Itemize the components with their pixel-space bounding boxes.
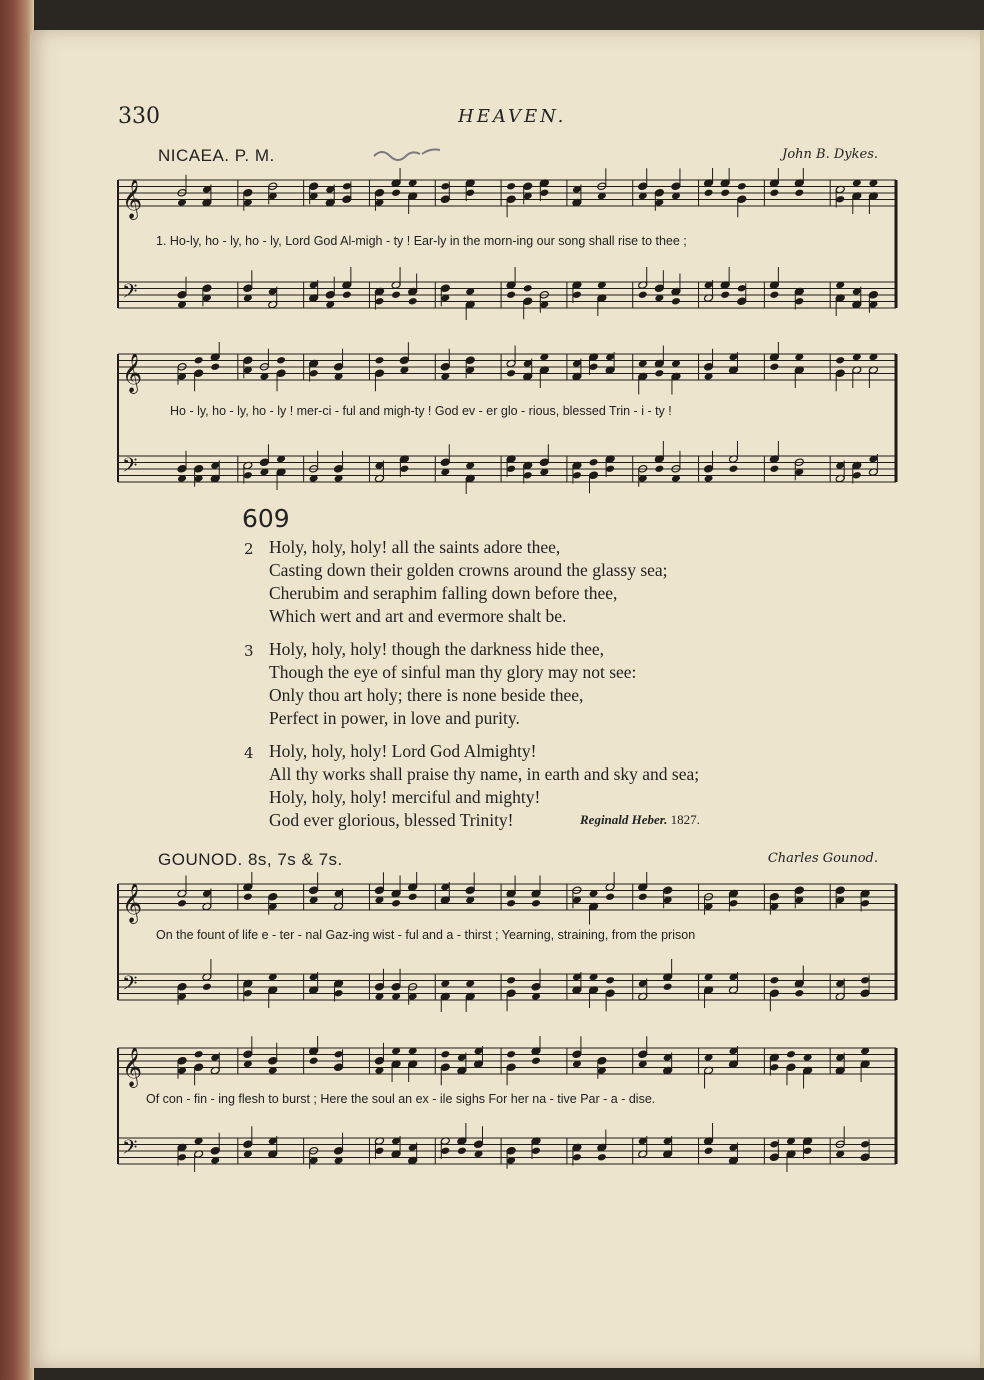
tune-heading-gounod	[118, 850, 878, 874]
lyrics-line: Of con - fin - ing flesh to burst ; Here the soul an ex - ile sighs For her na - tive Par - a - dise.	[146, 1092, 656, 1106]
grand-staff-3	[112, 872, 904, 1012]
year: 1827.	[670, 812, 700, 827]
verse	[244, 638, 844, 730]
lyrics-line: On the fount of life e - ter - nal Gaz-ing wist - ful and a - thirst ; Yearning, straining, from the prison	[156, 928, 696, 942]
svg-text:𝄞: 𝄞	[122, 179, 143, 219]
svg-text:𝄞: 𝄞	[122, 353, 143, 393]
book-binding	[0, 0, 34, 1380]
verse-line: Though the eye of sinful man thy glory may not see:	[269, 662, 637, 682]
music-system-2	[112, 342, 904, 494]
verse-line: Cherubim and seraphim falling down before thee,	[269, 583, 618, 603]
svg-text:𝄢: 𝄢	[122, 971, 138, 1000]
music-system-1	[112, 168, 904, 320]
music-system-3	[112, 872, 904, 1012]
verse-line: All thy works shall praise thy name, in earth and sky and sea;	[269, 764, 700, 784]
page-header	[118, 104, 878, 134]
verse	[244, 740, 844, 832]
verse-line: Only thou art holy; there is none beside thee,	[269, 685, 584, 705]
verse-line: God ever glorious, blessed Trinity!	[269, 810, 514, 830]
tune-composer: John B. Dykes.	[782, 147, 878, 162]
tune-name: NICAEA. P. M.	[158, 146, 275, 165]
svg-text:𝄞: 𝄞	[122, 883, 143, 923]
verse	[244, 536, 844, 628]
running-head: HEAVEN.	[458, 106, 567, 127]
grand-staff-2	[112, 342, 904, 494]
verse-line: Holy, holy, holy! merciful and mighty!	[269, 787, 541, 807]
verse-line: Perfect in power, in love and purity.	[269, 708, 520, 728]
svg-text:𝄢: 𝄢	[122, 453, 138, 482]
verse-line: Casting down their golden crowns around the glassy sea;	[269, 560, 668, 580]
verses	[244, 536, 844, 842]
verse-number: 2	[244, 540, 254, 558]
author: Reginald Heber.	[580, 812, 668, 827]
music-system-4	[112, 1036, 904, 1176]
tune-composer: Charles Gounod.	[767, 851, 878, 866]
verse-number: 4	[244, 744, 254, 762]
pencil-mark	[370, 146, 450, 166]
tune-heading-nicaea	[118, 146, 878, 170]
page-number: 330	[118, 104, 160, 129]
grand-staff-4	[112, 1036, 904, 1176]
svg-text:𝄢: 𝄢	[122, 279, 138, 308]
tune-name: GOUNOD. 8s, 7s & 7s.	[158, 850, 343, 869]
lyrics-line: Ho - ly, ho - ly, ho - ly ! mer-ci - ful and migh-ty ! God ev - er glo - rious, blessed Trin - i - ty !	[170, 404, 672, 418]
hymn-number: 609	[242, 504, 290, 533]
verse-number: 3	[244, 642, 254, 660]
lyrics-line: 1. Ho-ly, ho - ly, ho - ly, Lord God Al-migh - ty ! Ear-ly in the morn-ing our song shall rise to thee ;	[156, 234, 687, 248]
svg-text:𝄞: 𝄞	[122, 1047, 143, 1087]
verse-line: Holy, holy, holy! Lord God Almighty!	[269, 741, 537, 761]
svg-text:𝄢: 𝄢	[122, 1135, 138, 1164]
page-edge	[980, 30, 984, 1368]
verse-line: Holy, holy, holy! all the saints adore thee,	[269, 537, 561, 557]
verse-line: Which wert and art and evermore shalt be.	[269, 606, 567, 626]
attribution	[580, 812, 700, 828]
verse-line: Holy, holy, holy! though the darkness hide thee,	[269, 639, 605, 659]
